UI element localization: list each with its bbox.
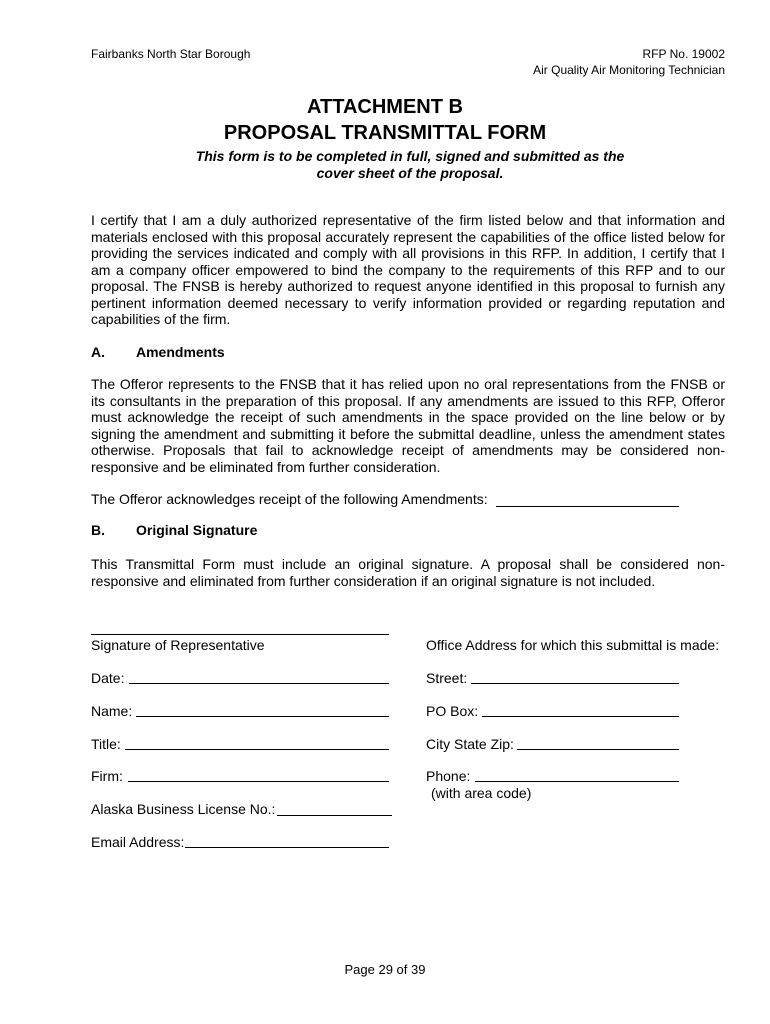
header-organization: Fairbanks North Star Borough — [91, 47, 251, 61]
city-state-zip-field[interactable] — [517, 749, 679, 750]
section-b-number: B. — [91, 522, 105, 538]
firm-field[interactable] — [128, 781, 389, 782]
section-b-heading — [91, 522, 257, 538]
form-title: PROPOSAL TRANSMITTAL FORM — [223, 122, 547, 144]
header-rfp — [533, 46, 725, 78]
page-number: Page 29 of 39 — [344, 962, 426, 977]
amendments-acknowledgment — [91, 491, 679, 507]
city-state-zip-label: City State Zip: — [426, 736, 514, 752]
po-box-field[interactable] — [482, 716, 679, 717]
office-address-label: Office Address for which this submittal is made: — [426, 637, 720, 653]
title-field[interactable] — [125, 749, 389, 750]
po-box-label: PO Box: — [426, 703, 479, 719]
amendments-ack-field[interactable] — [496, 492, 679, 507]
attachment-title: ATTACHMENT B — [307, 96, 463, 118]
email-field[interactable] — [185, 847, 389, 848]
date-field[interactable] — [129, 683, 389, 684]
street-field[interactable] — [471, 683, 679, 684]
license-label: Alaska Business License No.: — [91, 801, 276, 817]
name-field[interactable] — [136, 716, 389, 717]
phone-label: Phone: — [426, 768, 471, 784]
signature-paragraph: This Transmittal Form must include an original signature. A proposal shall be considered non-responsive and eliminated from further consideration if an original signature is not included. — [91, 556, 725, 589]
amendments-paragraph: The Offeror represents to the FNSB that it has relied upon no oral representations from the FNSB or its consultants in the preparation of this proposal. If any amendments are issued to this RFP, Offeror must acknowledge the receipt of such amendments in the space provided on the line below or by signing the amendment and submitting it before the submittal deadline, unless the amendment states otherwise. Proposals that fail to acknowledge receipt of amendments may be considered non-responsive and be eliminated from further consideration. — [91, 376, 725, 475]
certification-paragraph: I certify that I am a duly authorized representative of the firm listed below and that information and materials enclosed with this proposal accurately represent the capabilities of the office listed below for providing the services indicated and comply with all provisions in this RFP. In addition, I certify that I am a company officer empowered to bind the company to the requirements of this RFP and to our proposal. The FNSB is hereby authorized to request anyone identified in this proposal to furnish any pertinent information deemed necessary to verify information provided or regarding reputation and capabilities of the firm. — [91, 212, 725, 327]
rfp-title: Air Quality Air Monitoring Technician — [533, 63, 725, 77]
email-label: Email Address: — [91, 834, 185, 850]
subtitle-line-2: cover sheet of the proposal. — [316, 165, 504, 181]
date-label: Date: — [91, 670, 125, 686]
form-subtitle — [150, 148, 670, 182]
license-field[interactable] — [277, 815, 392, 816]
phone-field[interactable] — [475, 781, 679, 782]
section-a-heading — [91, 344, 225, 360]
phone-note: (with area code) — [431, 785, 532, 801]
signature-label: Signature of Representative — [91, 637, 265, 653]
name-label: Name: — [91, 703, 133, 719]
rfp-number: RFP No. 19002 — [642, 47, 725, 61]
section-b-title: Original Signature — [136, 522, 258, 538]
amendments-ack-label: The Offeror acknowledges receipt of the following Amendments: — [91, 491, 488, 507]
section-a-number: A. — [91, 344, 105, 360]
street-label: Street: — [426, 670, 468, 686]
section-a-title: Amendments — [136, 344, 225, 360]
title-label: Title: — [91, 736, 121, 752]
subtitle-line-1: This form is to be completed in full, signed and submitted as the — [195, 148, 625, 164]
signature-field[interactable] — [91, 634, 389, 635]
firm-label: Firm: — [91, 768, 123, 784]
